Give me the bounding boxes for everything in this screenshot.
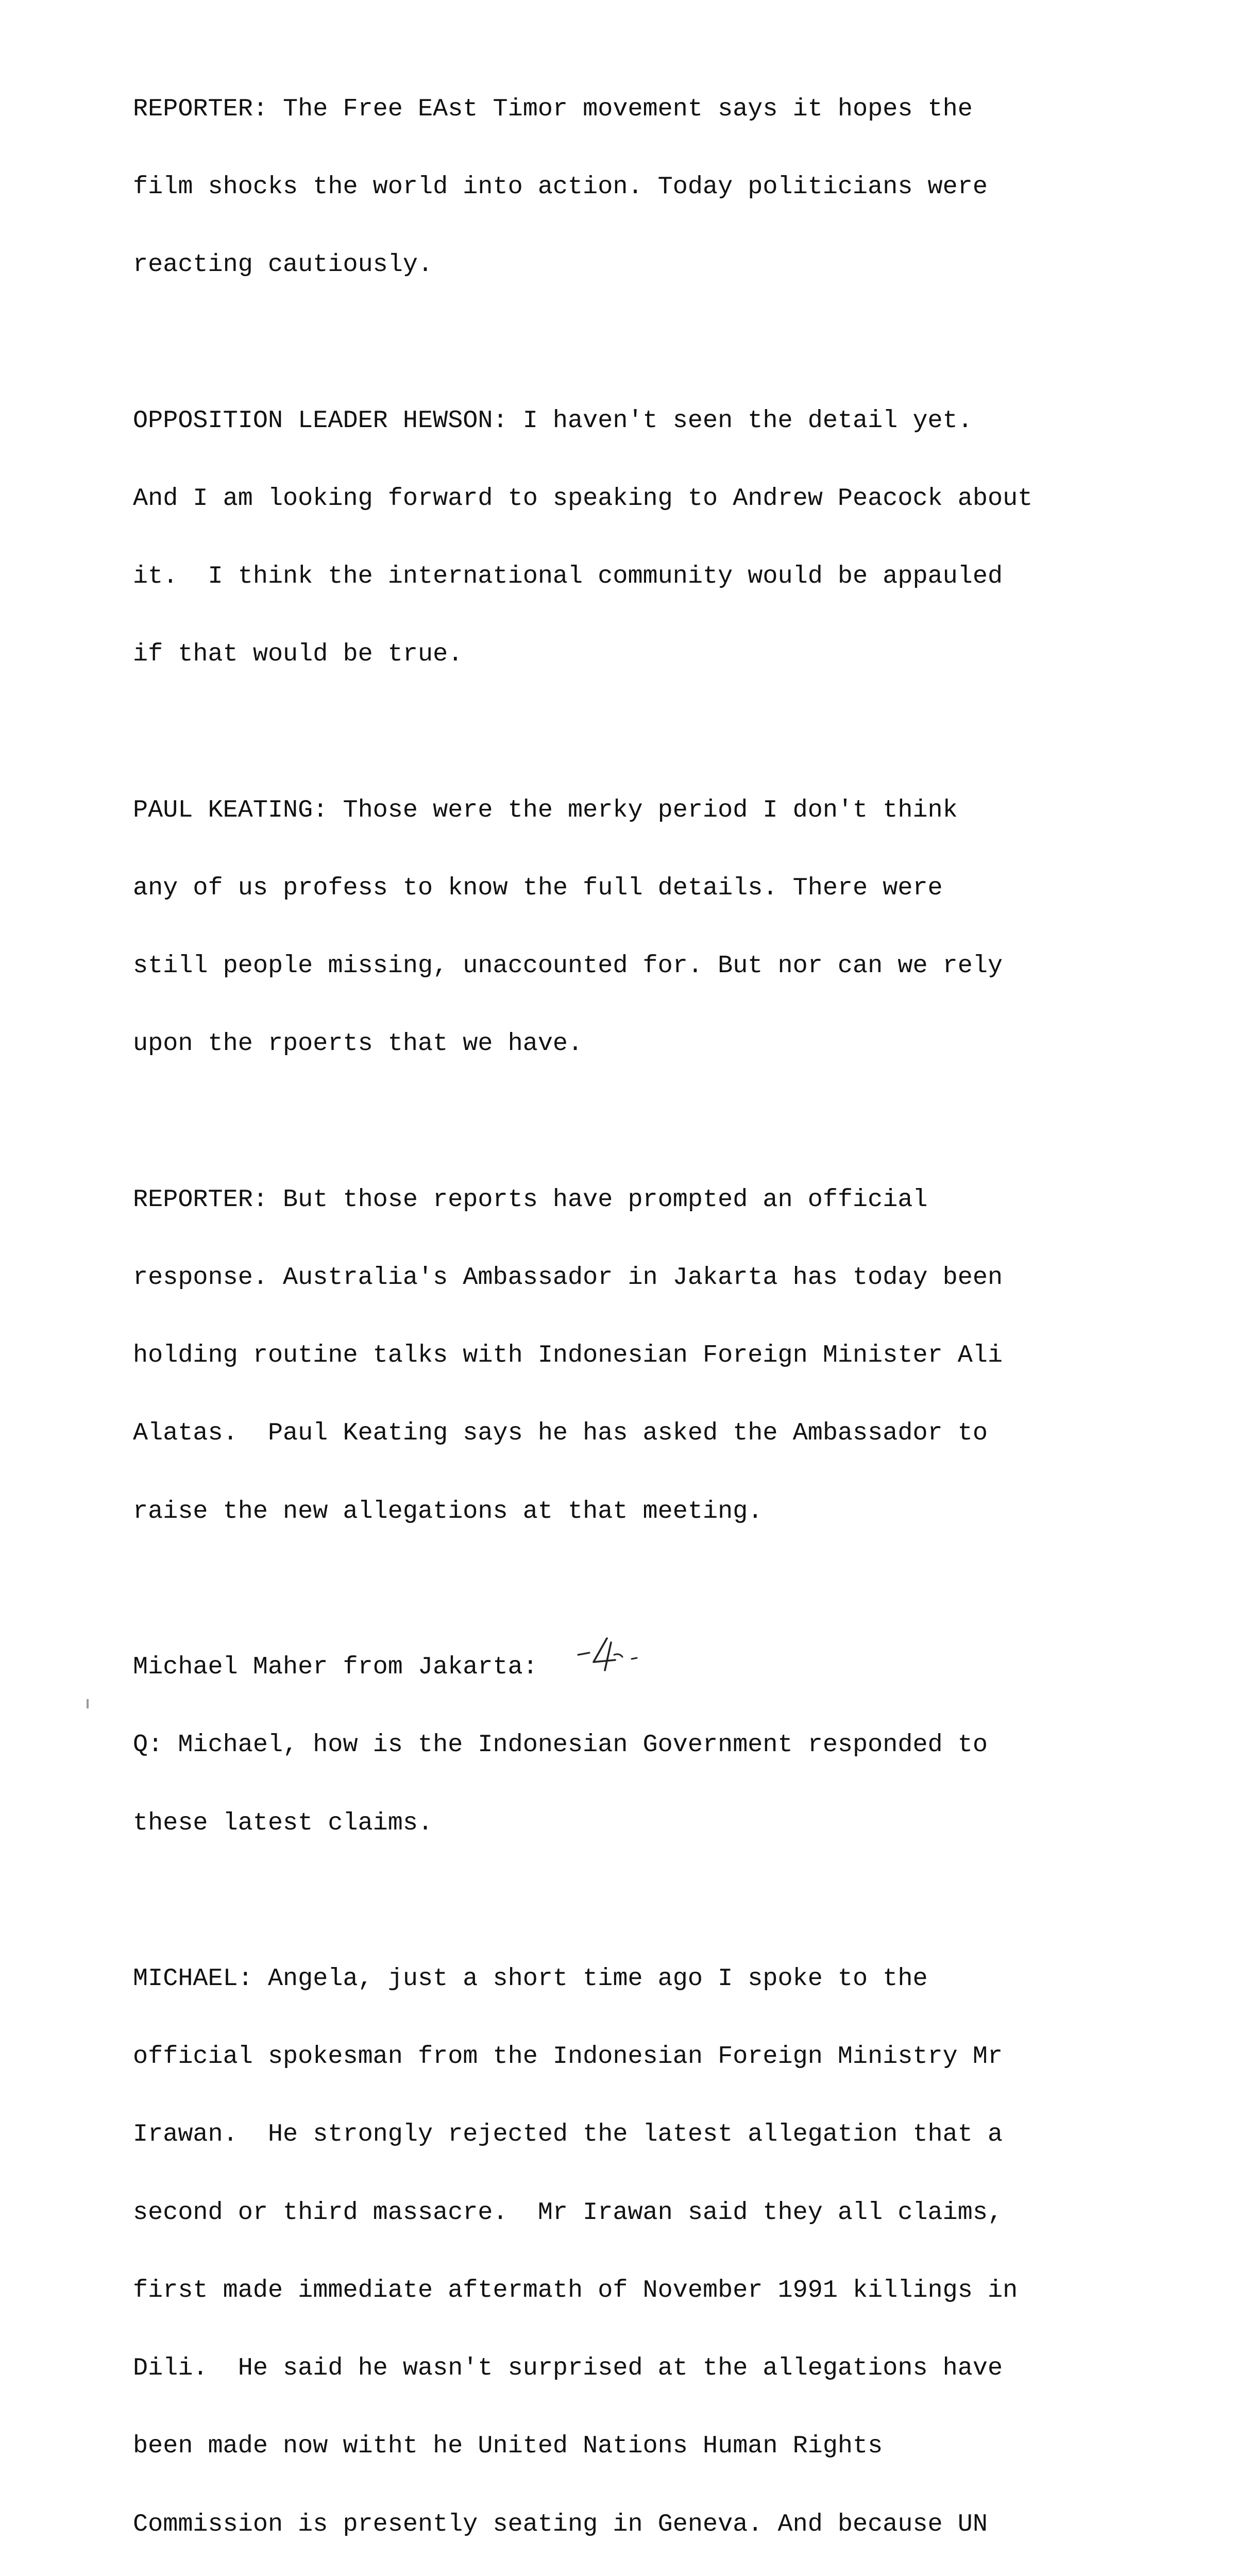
text-line: PAUL KEATING: Those were the merky period I don't think xyxy=(133,795,958,824)
text-line: Commission is presently seating in Geneva. And because UN xyxy=(133,2510,988,2538)
paragraph-michael-answer-1 xyxy=(133,1914,1225,2576)
text-line: it. I think the international community would be appauled xyxy=(133,562,1003,591)
transcript-body xyxy=(133,44,1225,2576)
margin-mark xyxy=(87,1699,89,1708)
paragraph-keating xyxy=(133,745,1225,1109)
paragraph-reporter-intro xyxy=(133,44,1225,330)
text-line: any of us profess to know the full details. There were xyxy=(133,873,943,902)
text-line: still people missing, unaccounted for. But nor can we rely xyxy=(133,952,1003,980)
text-line: Alatas. Paul Keating says he has asked the Ambassador to xyxy=(133,1419,988,1448)
handwritten-page-number-mark xyxy=(571,1632,653,1673)
text-line: response. Australia's Ambassador in Jakarta has today been xyxy=(133,1263,1003,1292)
text-line: official spokesman from the Indonesian Foreign Ministry Mr xyxy=(133,2042,1003,2071)
text-line: REPORTER: But those reports have prompted an official xyxy=(133,1185,928,1214)
text-line: film shocks the world into action. Today politicians were xyxy=(133,173,988,201)
text-line: Q: Michael, how is the Indonesian Government responded to xyxy=(133,1731,988,1759)
text-line: Dili. He said he wasn't surprised at the allegations have xyxy=(133,2354,1003,2383)
text-line: upon the rpoerts that we have. xyxy=(133,1029,583,1058)
text-line: holding routine talks with Indonesian Foreign Minister Ali xyxy=(133,1341,1003,1370)
text-line: if that would be true. xyxy=(133,640,463,669)
text-line: REPORTER: The Free EAst Timor movement says it hopes the xyxy=(133,94,973,123)
text-line: been made now witht he United Nations Human Rights xyxy=(133,2432,883,2461)
text-line: raise the new allegations at that meeting. xyxy=(133,1497,763,1526)
text-line: second or third massacre. Mr Irawan said they all claims, xyxy=(133,2198,1003,2227)
text-line: reacting cautiously. xyxy=(133,250,433,279)
text-line: first made immediate aftermath of November 1991 killings in xyxy=(133,2276,1018,2304)
paragraph-hewson xyxy=(133,356,1225,720)
text-line: Irawan. He strongly rejected the latest allegation that a xyxy=(133,2120,1003,2149)
paragraph-reporter-response xyxy=(133,1135,1225,1577)
handwritten-page-number xyxy=(571,1632,653,1673)
text-line: And I am looking forward to speaking to Andrew Peacock about xyxy=(133,484,1033,513)
text-line: these latest claims. xyxy=(133,1808,433,1837)
paragraph-maher-question xyxy=(133,1602,1225,1888)
text-line: MICHAEL: Angela, just a short time ago I spoke to the xyxy=(133,1964,928,1993)
text-line: Michael Maher from Jakarta: xyxy=(133,1653,538,1682)
text-line: OPPOSITION LEADER HEWSON: I haven't seen the detail yet. xyxy=(133,406,973,435)
